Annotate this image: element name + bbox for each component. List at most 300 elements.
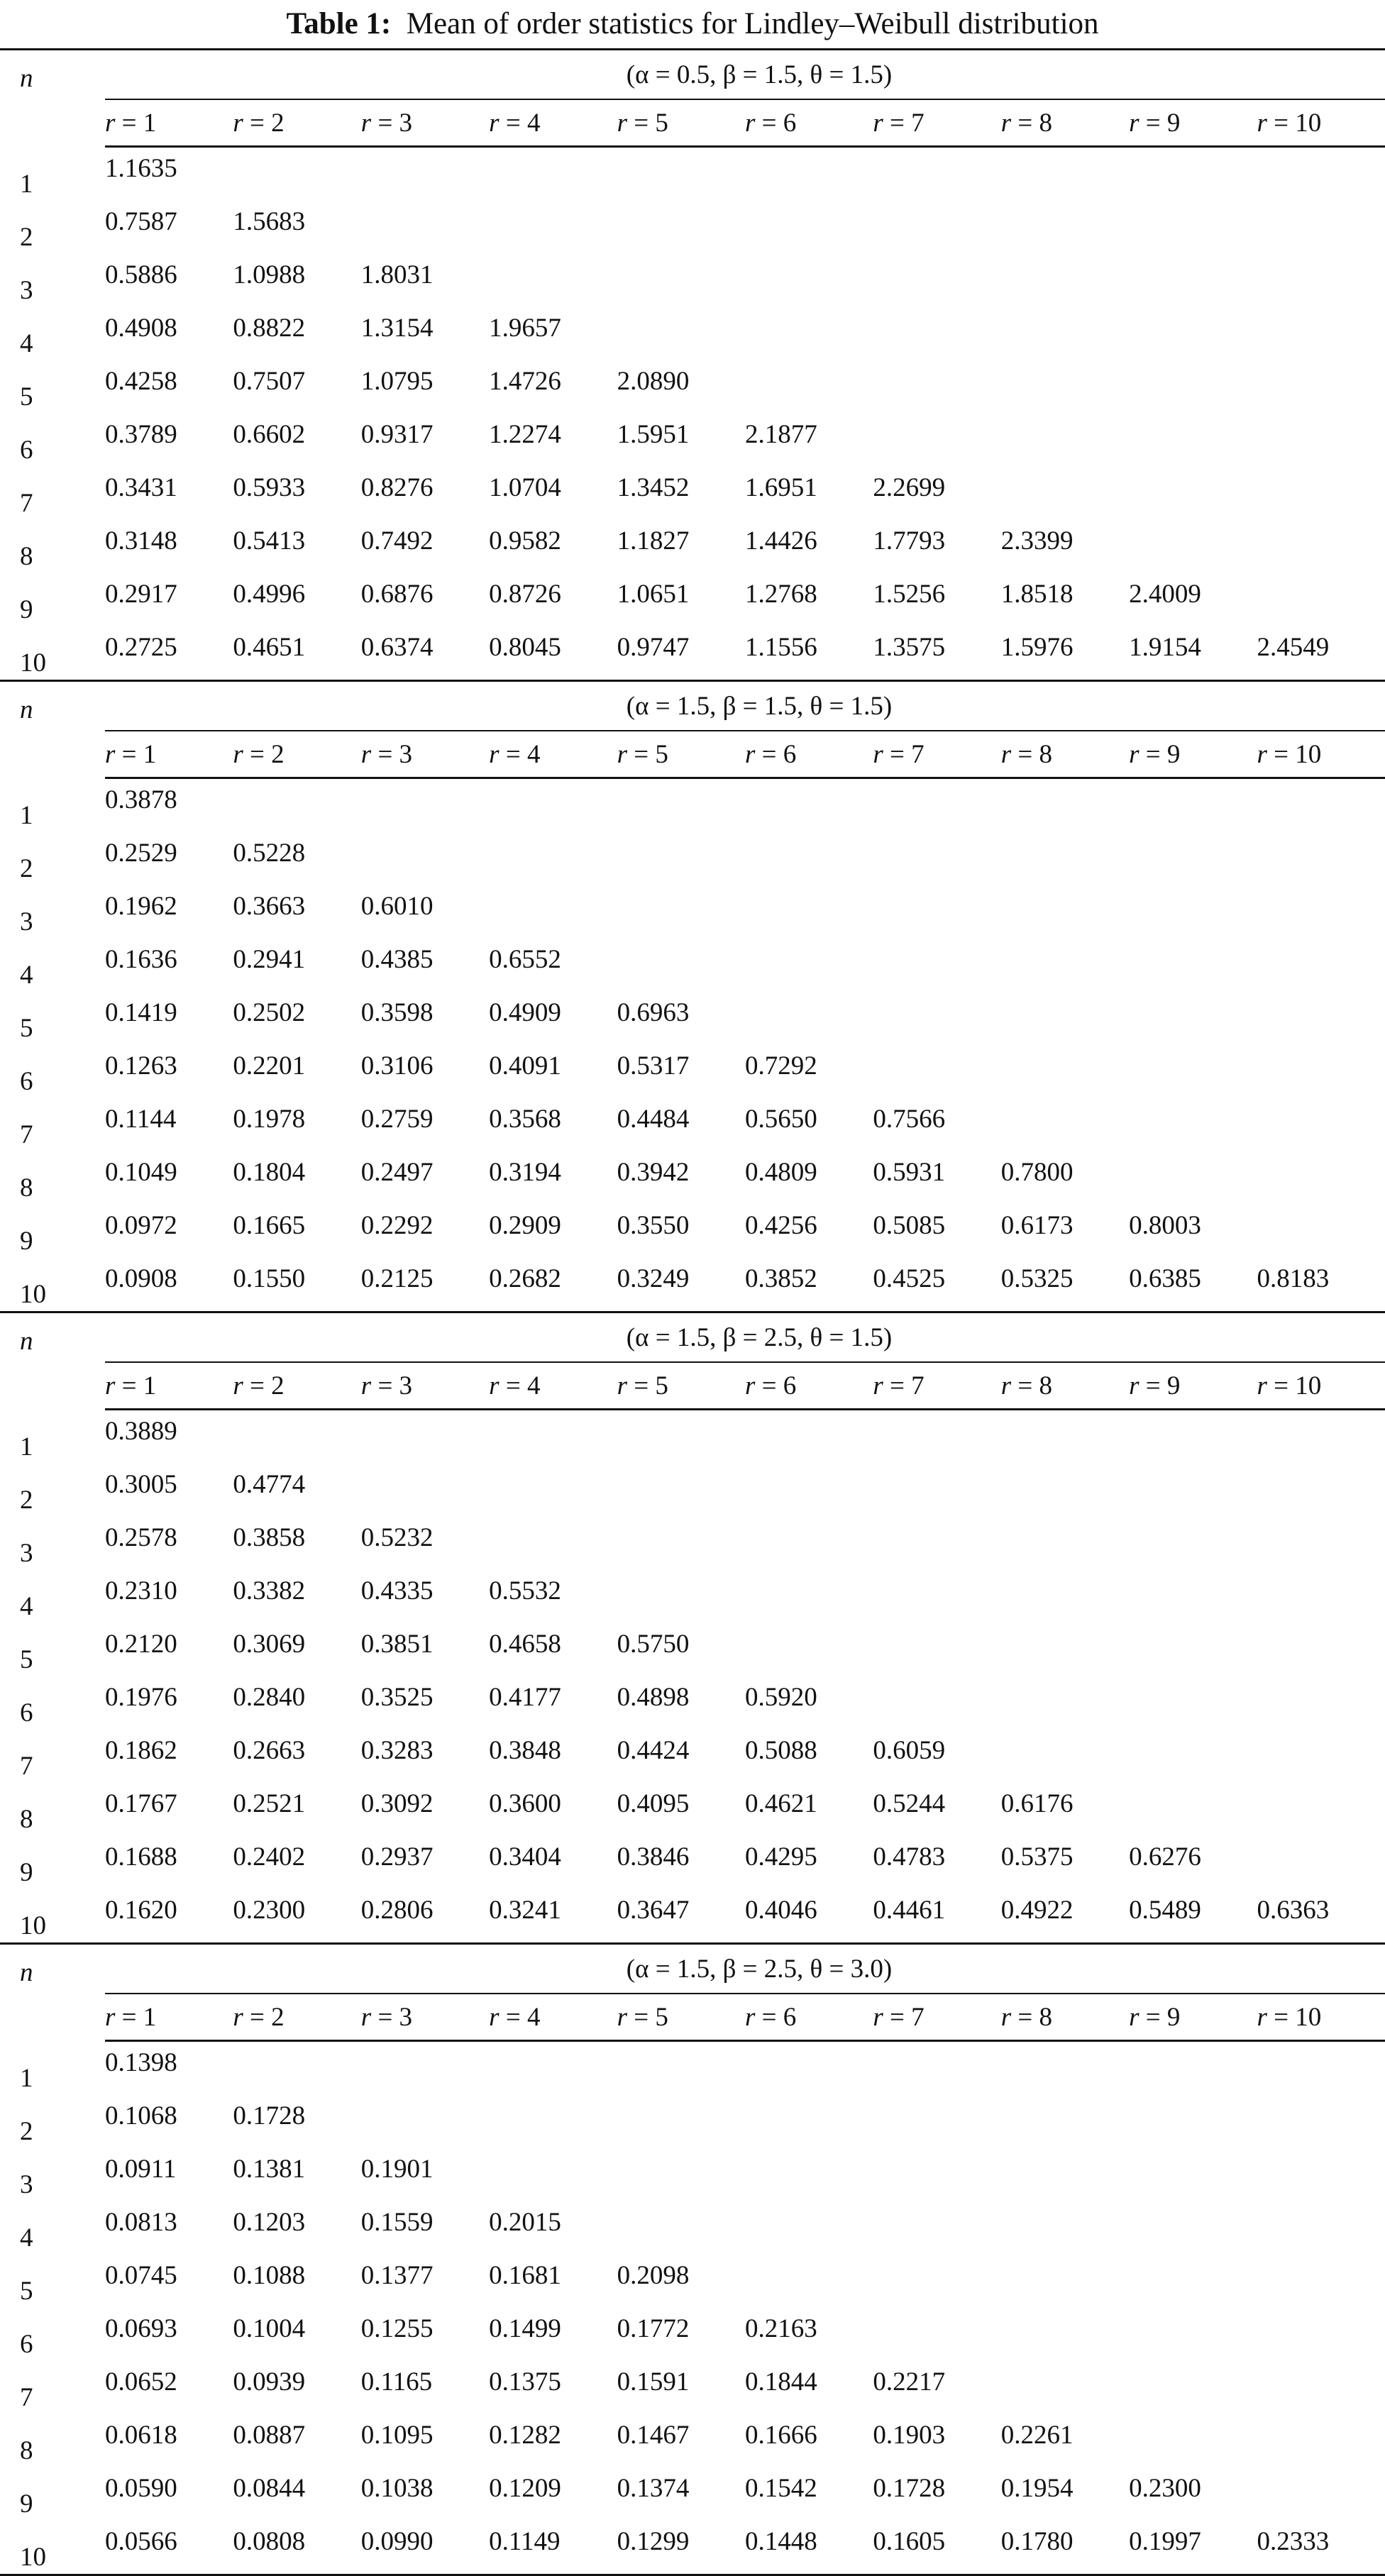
empty-cell (1129, 2361, 1257, 2414)
table-cell: 0.4424 (617, 1736, 690, 1765)
table-row (0, 147, 1385, 201)
table-cell: 0.2909 (489, 1211, 561, 1240)
table-cell: 1.5256 (873, 580, 946, 609)
table-row (0, 1258, 1385, 1312)
table-cell: 0.4091 (489, 1051, 561, 1080)
empty-cell (1001, 254, 1129, 307)
table-cell: 0.2578 (105, 1523, 177, 1552)
empty-cell (873, 2201, 1000, 2255)
empty-cell (1257, 1783, 1385, 1836)
table-cell: 1.4426 (744, 526, 817, 555)
row-n-value: 7 (20, 1120, 33, 1149)
table-cell: 2.3399 (1000, 526, 1074, 555)
column-header-r: r = 6 (745, 731, 873, 778)
empty-cell (1129, 414, 1257, 467)
table-cell: 0.1499 (489, 2314, 561, 2343)
empty-cell (489, 2041, 617, 2096)
empty-cell (617, 2095, 745, 2148)
table-cell: 1.0651 (617, 580, 690, 609)
empty-cell (361, 778, 489, 833)
empty-cell (617, 201, 745, 254)
table-cell: 0.1375 (489, 2367, 561, 2397)
table-cell: 0.2300 (233, 1896, 306, 1925)
table-cell: 0.8045 (489, 633, 561, 662)
table-cell: 1.7793 (873, 526, 946, 555)
empty-cell (1257, 2148, 1385, 2201)
column-header-r: r = 10 (1257, 731, 1385, 778)
row-n-value: 4 (20, 1592, 33, 1621)
row-n-value: 1 (20, 2064, 33, 2093)
empty-cell (1257, 414, 1385, 467)
empty-cell (617, 2041, 745, 2096)
table-cell: 0.7492 (360, 526, 434, 555)
table-cell: 0.3568 (489, 1105, 561, 1134)
column-header-row (0, 99, 1385, 147)
empty-cell (361, 832, 489, 885)
empty-cell (745, 2255, 873, 2308)
empty-cell (1257, 2201, 1385, 2255)
table-cell: 0.1862 (105, 1736, 177, 1765)
table-row (0, 939, 1385, 992)
empty-cell (617, 939, 745, 992)
empty-cell (489, 254, 617, 307)
table-cell: 0.1377 (360, 2261, 434, 2290)
table-cell: 0.4651 (233, 633, 306, 662)
empty-cell (1129, 885, 1257, 939)
table-cell: 0.3600 (489, 1789, 561, 1818)
row-n-value: 2 (20, 223, 33, 252)
table-cell: 0.3789 (105, 420, 177, 449)
empty-cell (1129, 1517, 1257, 1570)
table-row (0, 1570, 1385, 1623)
row-n-value: 6 (20, 1698, 33, 1728)
table-cell: 0.1088 (233, 2261, 306, 2290)
empty-cell (1257, 147, 1385, 201)
empty-cell (1001, 467, 1129, 520)
table-cell: 0.3550 (617, 1211, 690, 1240)
table-row (0, 1517, 1385, 1570)
table-cell: 0.4996 (233, 580, 306, 609)
row-n-value: 1 (20, 801, 33, 830)
table-cell: 0.5244 (873, 1789, 946, 1818)
empty-cell (745, 201, 873, 254)
table-cell: 0.1550 (233, 1264, 306, 1293)
panel-parameters (105, 1312, 1385, 1363)
panel-parameter-row (0, 681, 1385, 731)
table-cell: 0.7566 (873, 1105, 946, 1134)
table-cell: 1.3575 (873, 633, 946, 662)
empty-cell (1001, 1730, 1129, 1783)
table-cell: 0.5933 (233, 473, 306, 502)
empty-cell (873, 1045, 1000, 1098)
row-n-value: 7 (20, 2383, 33, 2412)
table-cell: 2.2699 (873, 473, 946, 502)
empty-cell (361, 1410, 489, 1464)
empty-cell (1257, 1464, 1385, 1517)
table-cell: 0.2261 (1000, 2421, 1074, 2450)
column-header-r: r = 5 (617, 1362, 745, 1410)
row-n-value: 10 (20, 1911, 46, 1940)
table-caption (0, 6, 1385, 43)
table-cell: 0.6010 (360, 892, 434, 921)
empty-cell (745, 1623, 873, 1676)
panel-parameters (105, 1944, 1385, 1994)
row-n-value: 9 (20, 1227, 33, 1256)
table-cell: 0.0887 (233, 2421, 306, 2450)
table-cell: 0.4525 (873, 1264, 946, 1293)
empty-cell (1129, 939, 1257, 992)
table-cell: 0.5489 (1129, 1896, 1201, 1925)
table-cell: 0.4898 (617, 1683, 690, 1712)
table-row (0, 1464, 1385, 1517)
empty-cell (1001, 2361, 1129, 2414)
table-row (0, 2148, 1385, 2201)
empty-cell (1257, 2467, 1385, 2521)
empty-cell (617, 1464, 745, 1517)
empty-cell (1001, 1410, 1129, 1464)
empty-cell (745, 992, 873, 1045)
table-cell: 0.4809 (744, 1158, 817, 1187)
table-cell: 0.4774 (233, 1470, 306, 1499)
empty-cell (1129, 2414, 1257, 2467)
table-cell: 0.3525 (360, 1683, 434, 1712)
table-row (0, 1623, 1385, 1676)
empty-cell (617, 307, 745, 360)
order-statistics-table (0, 48, 1385, 2576)
empty-cell (361, 201, 489, 254)
empty-cell (873, 2095, 1000, 2148)
column-header-r: r = 8 (1001, 99, 1129, 147)
table-cell: 0.2201 (233, 1051, 306, 1080)
row-n-value: 5 (20, 1645, 33, 1674)
empty-cell (1129, 778, 1257, 833)
empty-cell (489, 1410, 617, 1464)
table-cell: 0.8003 (1129, 1211, 1201, 1240)
table-cell: 0.4922 (1000, 1896, 1074, 1925)
table-cell: 0.1780 (1001, 2521, 1129, 2575)
table-cell: 0.4335 (360, 1576, 434, 1605)
table-cell: 1.9154 (1129, 633, 1201, 662)
table-cell: 0.0972 (105, 1211, 177, 1240)
empty-cell (489, 1464, 617, 1517)
table-row (0, 2201, 1385, 2255)
row-n-value: 8 (20, 2436, 33, 2465)
empty-cell (489, 201, 617, 254)
table-cell: 0.1559 (360, 2208, 434, 2237)
table-cell: 0.3249 (617, 1264, 690, 1293)
empty-cell (1129, 2255, 1257, 2308)
empty-cell (1001, 1623, 1129, 1676)
table-cell: 0.7587 (105, 207, 177, 236)
column-header-row (0, 731, 1385, 778)
table-cell: 1.1635 (105, 154, 177, 183)
table-cell: 0.5650 (744, 1105, 817, 1134)
table-cell: 0.1255 (360, 2314, 434, 2343)
empty-cell (745, 1464, 873, 1517)
column-header-r: r = 10 (1257, 99, 1385, 147)
empty-cell (617, 832, 745, 885)
table-cell: 0.0618 (105, 2421, 177, 2450)
row-n-value: 3 (20, 276, 33, 305)
table-cell: 0.6276 (1129, 1842, 1201, 1872)
table-cell: 0.0908 (105, 1264, 177, 1293)
empty-cell (1257, 1730, 1385, 1783)
empty-cell (873, 1570, 1000, 1623)
empty-cell (1001, 1098, 1129, 1151)
table-row (0, 2095, 1385, 2148)
empty-cell (617, 147, 745, 201)
column-header-r: r = 4 (489, 1362, 617, 1410)
table-cell: 1.3154 (360, 314, 434, 343)
table-cell: 0.7292 (744, 1051, 817, 1080)
table-cell: 0.4095 (617, 1789, 690, 1818)
table-cell: 0.2529 (105, 839, 177, 868)
table-cell: 0.3241 (489, 1896, 561, 1925)
table-cell: 0.1448 (745, 2521, 873, 2575)
table-cell: 0.5413 (233, 526, 306, 555)
panel-parameter-row (0, 1944, 1385, 1994)
table-cell: 0.1665 (233, 1211, 306, 1240)
table-cell: 0.4385 (360, 945, 434, 974)
column-header-r: r = 9 (1129, 1994, 1257, 2041)
column-header-r: r = 3 (361, 731, 489, 778)
row-n-value: 6 (20, 2330, 33, 2359)
empty-cell (1257, 832, 1385, 885)
table-cell: 1.2274 (489, 420, 561, 449)
table-cell: 0.1636 (105, 945, 177, 974)
panel-parameter-row (0, 50, 1385, 100)
table-cell: 0.5088 (744, 1736, 817, 1765)
row-n-value: 6 (20, 436, 33, 465)
empty-cell (1129, 520, 1257, 573)
row-n-value: 3 (20, 907, 33, 936)
table-cell: 0.6552 (489, 945, 561, 974)
empty-cell (233, 778, 360, 833)
table-cell: 0.2840 (233, 1683, 306, 1712)
caption-title: Mean of order statistics for Lindley–Weibull distribution (406, 7, 1099, 40)
empty-cell (1257, 1205, 1385, 1258)
table-cell: 0.3431 (105, 473, 177, 502)
empty-cell (745, 2041, 873, 2096)
table-cell: 0.0808 (233, 2521, 360, 2575)
empty-cell (873, 307, 1000, 360)
table-cell: 0.6059 (873, 1736, 946, 1765)
table-cell: 0.8726 (489, 580, 561, 609)
empty-cell (1257, 992, 1385, 1045)
empty-cell (745, 885, 873, 939)
table-cell: 0.1976 (105, 1683, 177, 1712)
row-header-n: n (0, 1944, 105, 2041)
table-cell: 0.9317 (360, 420, 434, 449)
table-cell: 1.8518 (1000, 580, 1074, 609)
empty-cell (1129, 1783, 1257, 1836)
empty-cell (1129, 1045, 1257, 1098)
table-cell: 0.2310 (105, 1576, 177, 1605)
table-row (0, 1730, 1385, 1783)
table-cell: 0.3148 (105, 526, 177, 555)
table-cell: 0.1049 (105, 1158, 177, 1187)
table-cell: 0.0911 (105, 2155, 177, 2184)
empty-cell (233, 147, 360, 201)
table-cell: 0.0652 (105, 2367, 177, 2397)
row-n-value: 2 (20, 854, 33, 883)
empty-cell (745, 360, 873, 414)
row-header-n: n (0, 681, 105, 778)
table-cell: 1.8031 (360, 260, 434, 289)
row-n-value: 9 (20, 595, 33, 624)
row-n-value: 9 (20, 2489, 33, 2519)
empty-cell (1001, 307, 1129, 360)
column-header-r: r = 3 (361, 99, 489, 147)
table-cell: 0.4621 (744, 1789, 817, 1818)
table-cell: 1.0795 (360, 367, 434, 396)
panel-parameters (105, 50, 1385, 100)
table-cell: 1.0988 (233, 260, 306, 289)
table-cell: 0.1844 (744, 2367, 817, 2397)
table-row (0, 885, 1385, 939)
table-cell: 2.4549 (1257, 633, 1330, 662)
table-cell: 0.3889 (105, 1417, 177, 1446)
table-row (0, 778, 1385, 833)
empty-cell (1129, 1623, 1257, 1676)
empty-cell (1001, 2148, 1129, 2201)
panel-parameters-text: (α = 1.5, β = 1.5, θ = 1.5) (626, 691, 893, 721)
empty-cell (873, 1517, 1000, 1570)
table-cell: 0.1978 (233, 1105, 306, 1134)
empty-cell (1129, 832, 1257, 885)
empty-cell (873, 2148, 1000, 2201)
table-cell: 0.0813 (105, 2208, 177, 2237)
column-header-r: r = 6 (745, 99, 873, 147)
empty-cell (1257, 1676, 1385, 1730)
empty-cell (873, 885, 1000, 939)
empty-cell (1129, 467, 1257, 520)
table-cell: 0.8276 (360, 473, 434, 502)
empty-cell (233, 1410, 360, 1464)
empty-cell (745, 1410, 873, 1464)
table-cell: 0.4046 (744, 1896, 817, 1925)
panel-parameters-text: (α = 1.5, β = 2.5, θ = 1.5) (626, 1322, 893, 1352)
empty-cell (489, 2148, 617, 2201)
column-header-r: r = 2 (233, 1362, 360, 1410)
table-cell: 0.1903 (873, 2421, 946, 2450)
empty-cell (873, 2255, 1000, 2308)
table-cell: 0.0844 (233, 2474, 306, 2503)
table-cell: 0.1772 (617, 2314, 690, 2343)
row-n-value: 10 (20, 648, 46, 678)
table-cell: 0.3092 (360, 1789, 434, 1818)
empty-cell (1001, 1676, 1129, 1730)
table-row (0, 2361, 1385, 2414)
table-cell: 0.1374 (617, 2474, 690, 2503)
empty-cell (873, 992, 1000, 1045)
panel-parameter-row (0, 1312, 1385, 1363)
column-header-r: r = 5 (617, 731, 745, 778)
empty-cell (1001, 2201, 1129, 2255)
caption-label: Table 1: (286, 7, 392, 40)
table-cell: 0.0990 (361, 2521, 489, 2575)
table-row (0, 254, 1385, 307)
table-cell: 0.1299 (617, 2521, 745, 2575)
table-cell: 0.6374 (360, 633, 434, 662)
table-cell: 0.5750 (617, 1630, 690, 1659)
empty-cell (1001, 2095, 1129, 2148)
empty-cell (361, 2041, 489, 2096)
table-cell: 0.3878 (105, 785, 177, 814)
table-cell: 0.0745 (105, 2261, 177, 2290)
empty-cell (1001, 1570, 1129, 1623)
row-header-n: n (0, 1312, 105, 1410)
empty-cell (745, 1517, 873, 1570)
column-header-r: r = 5 (617, 1994, 745, 2041)
table-row (0, 414, 1385, 467)
column-header-r: r = 8 (1001, 1362, 1129, 1410)
table-cell: 0.2333 (1257, 2521, 1385, 2575)
table-row (0, 2467, 1385, 2521)
table-cell: 0.1203 (233, 2208, 306, 2237)
column-header-r: r = 1 (105, 731, 233, 778)
empty-cell (617, 1410, 745, 1464)
table-cell: 2.4009 (1129, 580, 1201, 609)
table-row (0, 2041, 1385, 2096)
column-header-r: r = 7 (873, 1362, 1000, 1410)
empty-cell (1001, 939, 1129, 992)
empty-cell (1257, 885, 1385, 939)
empty-cell (1001, 1045, 1129, 1098)
empty-cell (1257, 1570, 1385, 1623)
empty-cell (745, 2201, 873, 2255)
table-row (0, 626, 1385, 681)
table-row (0, 573, 1385, 626)
empty-cell (745, 1570, 873, 1623)
row-n-value: 4 (20, 2223, 33, 2252)
empty-cell (1257, 1623, 1385, 1676)
row-n-value: 5 (20, 382, 33, 411)
empty-cell (1257, 254, 1385, 307)
table-cell: 0.4295 (744, 1842, 817, 1872)
table-row (0, 2308, 1385, 2361)
table-cell: 0.1095 (360, 2421, 434, 2450)
table-cell: 0.1620 (105, 1896, 177, 1925)
table-cell: 0.6173 (1000, 1211, 1074, 1240)
empty-cell (489, 1517, 617, 1570)
table-cell: 0.6385 (1129, 1264, 1201, 1293)
table-cell: 0.3846 (617, 1842, 690, 1872)
empty-cell (1129, 992, 1257, 1045)
row-n-value: 2 (20, 1486, 33, 1515)
empty-cell (1001, 1517, 1129, 1570)
table-row (0, 832, 1385, 885)
table-cell: 0.2015 (489, 2208, 561, 2237)
row-n-value: 5 (20, 1014, 33, 1043)
table-cell: 0.5317 (617, 1051, 690, 1080)
table-cell: 0.2759 (360, 1105, 434, 1134)
empty-cell (1001, 885, 1129, 939)
column-header-r: r = 8 (1001, 731, 1129, 778)
empty-cell (1257, 2308, 1385, 2361)
column-header-r: r = 1 (105, 1994, 233, 2041)
column-header-r: r = 5 (617, 99, 745, 147)
row-n-value: 4 (20, 329, 33, 358)
empty-cell (617, 2148, 745, 2201)
empty-cell (873, 254, 1000, 307)
panel-parameters-text: (α = 1.5, β = 2.5, θ = 3.0) (626, 1954, 893, 1984)
table-cell: 0.2125 (360, 1264, 434, 1293)
table-cell: 0.1767 (105, 1789, 177, 1818)
table-cell: 0.1419 (105, 998, 177, 1027)
empty-cell (1001, 2041, 1129, 2096)
column-header-r: r = 7 (873, 731, 1000, 778)
